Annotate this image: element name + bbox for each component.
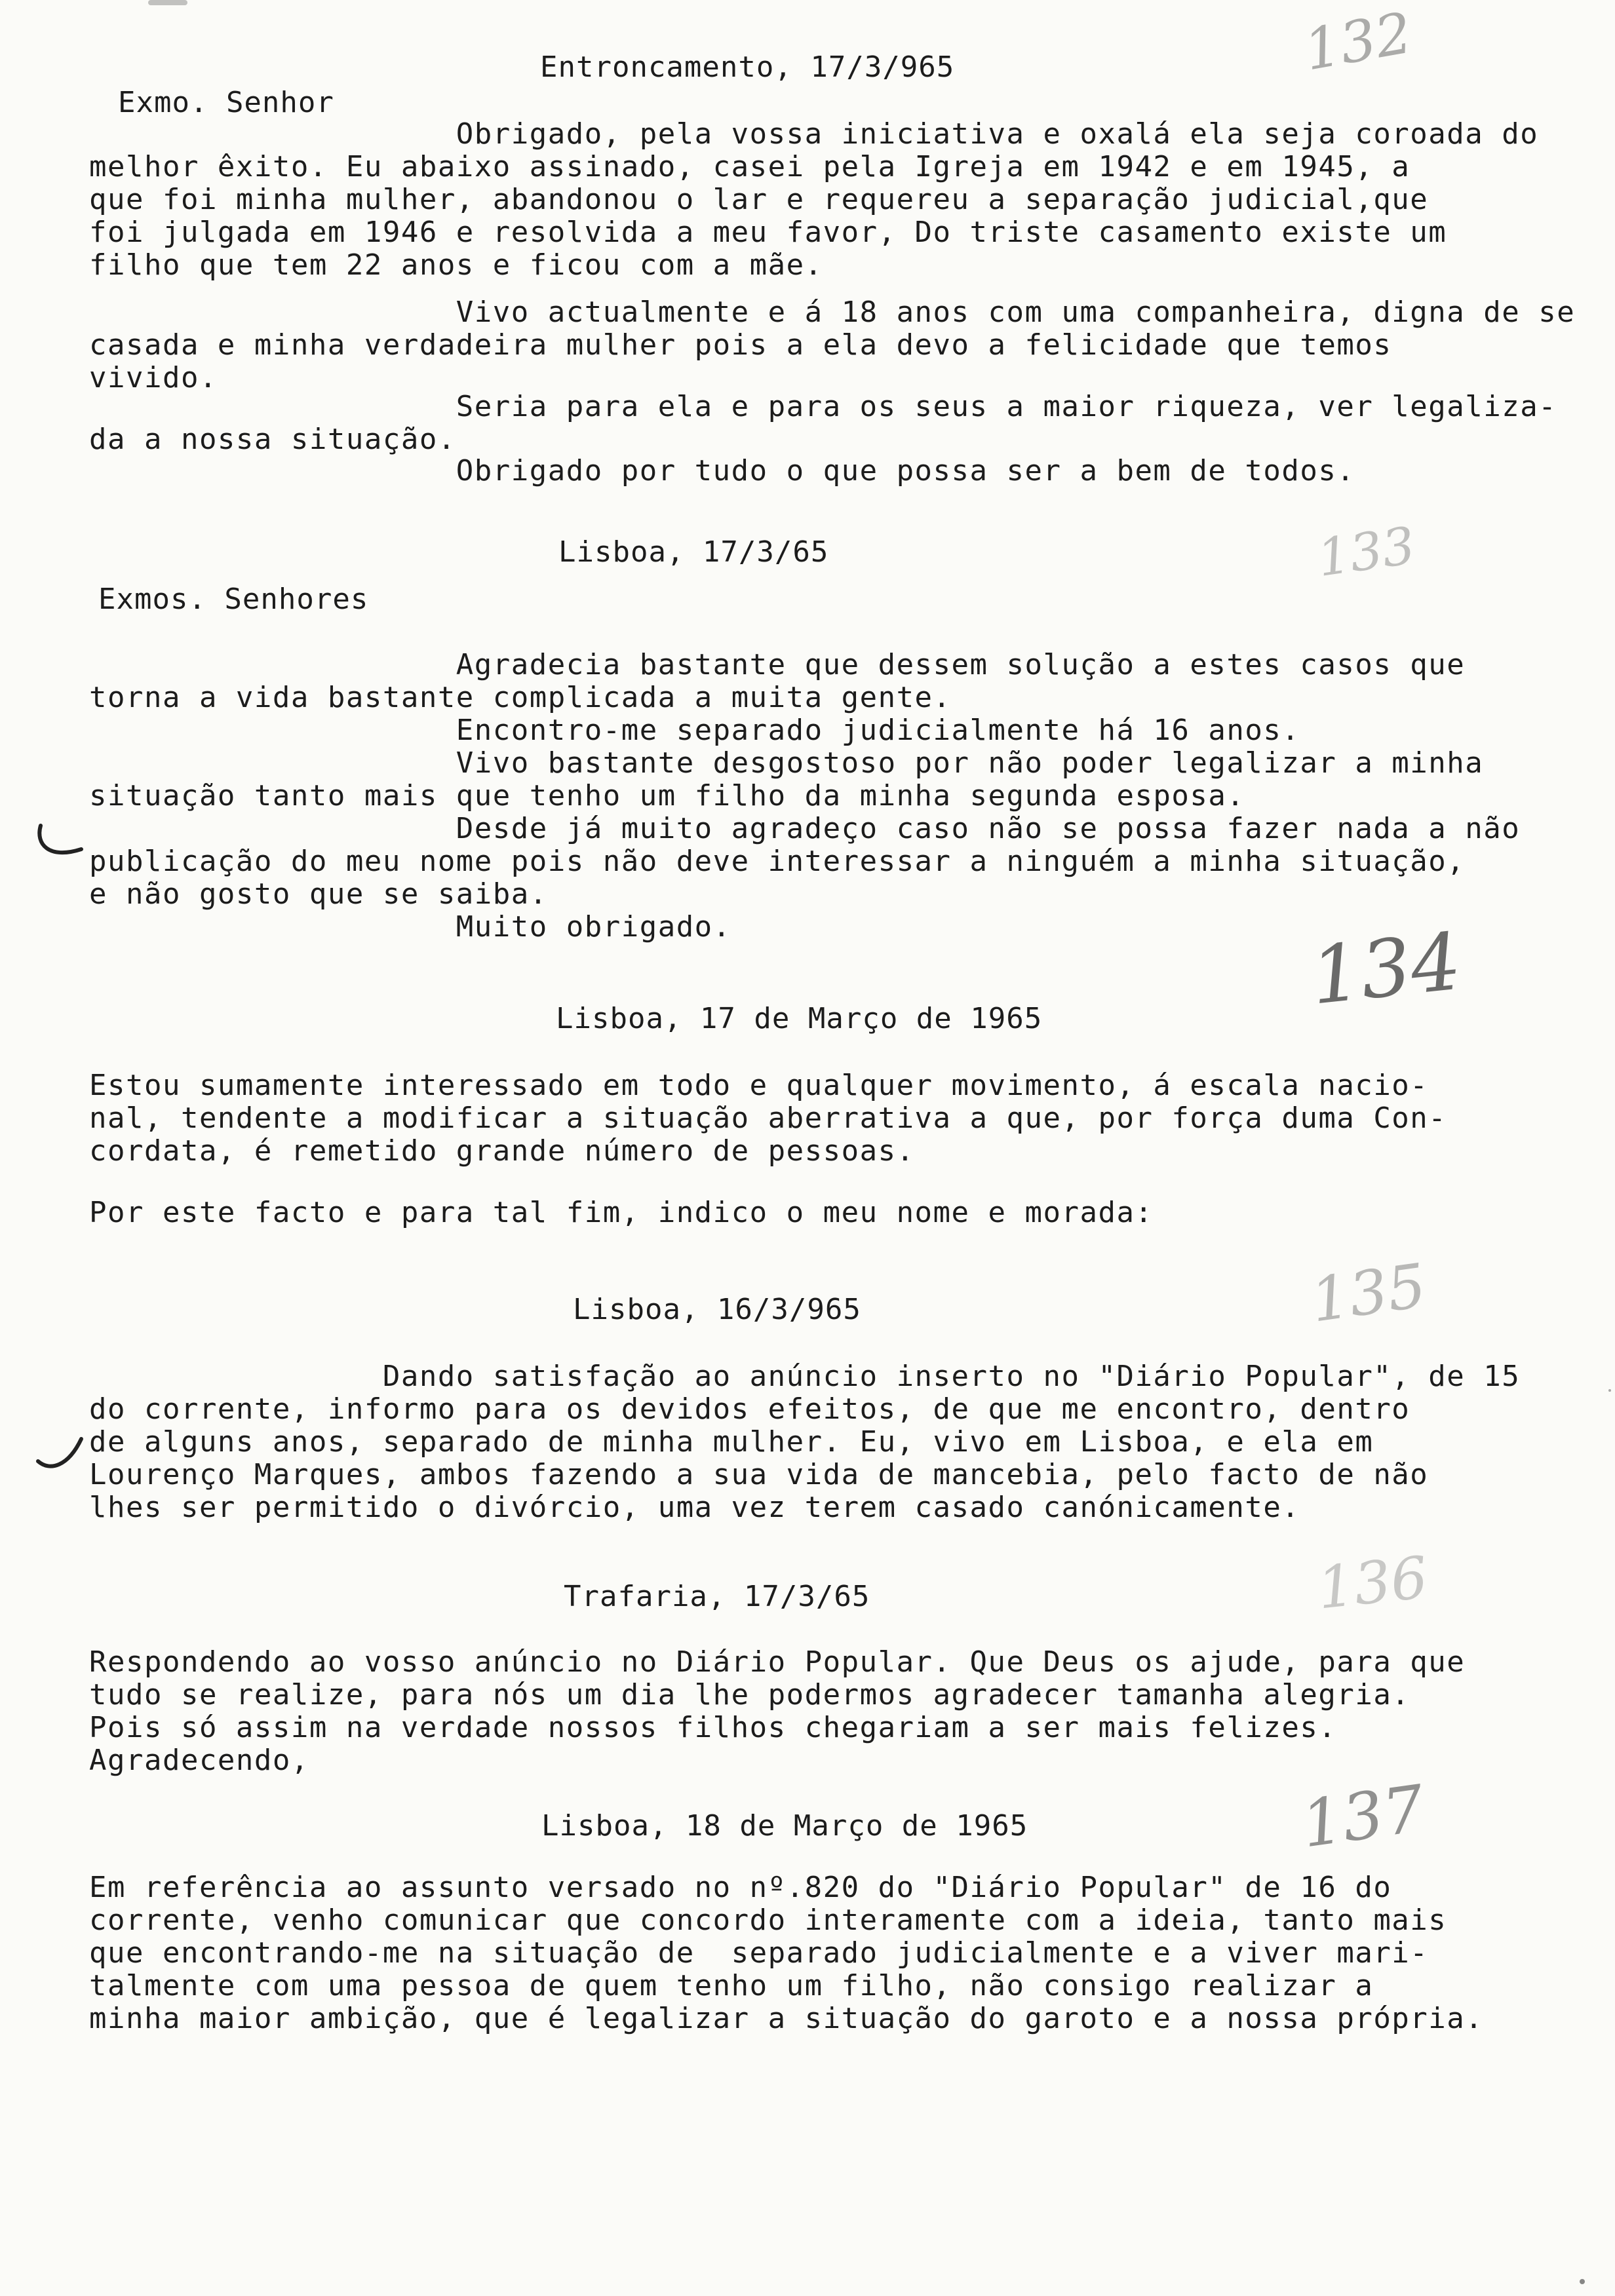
letter-dateline: Entroncamento, 17/3/965 xyxy=(540,50,955,84)
text-line: foi julgada em 1946 e resolvida a meu favor, Do triste casamento existe um xyxy=(89,216,1447,249)
text-line: do corrente, informo para os devidos efeitos, de que me encontro, dentro xyxy=(89,1392,1411,1426)
letter-paragraph xyxy=(89,649,1465,714)
scan-speck xyxy=(1580,2279,1585,2284)
text-line: e não gosto que se saiba. xyxy=(89,877,548,911)
text-line: Encontro-me separado judicialmente há 16 anos. xyxy=(89,714,1300,747)
scan-speck xyxy=(1608,1389,1611,1392)
letter-salutation: Exmos. Senhores xyxy=(98,583,369,616)
text-line: Estou sumamente interessado em todo e qualquer movimento, á escala nacio- xyxy=(89,1069,1429,1102)
text-line: Dando satisfação ao anúncio inserto no "Diário Popular", de 15 xyxy=(89,1360,1521,1393)
text-line: Respondendo ao vosso anúncio no Diário Popular. Que Deus os ajude, para que xyxy=(89,1645,1466,1679)
text-line: casada e minha verdadeira mulher pois a ela devo a felicidade que temos xyxy=(89,328,1392,362)
text-line: Agradecendo, xyxy=(89,1744,309,1777)
text-line: cordata, é remetido grande número de pessoas. xyxy=(89,1134,915,1168)
text-line: situação tanto mais que tenho um filho da minha segunda esposa. xyxy=(89,779,1245,813)
letter-paragraph xyxy=(89,747,1483,813)
text-line: melhor êxito. Eu abaixo assinado, casei pela Igreja em 1942 e em 1945, a xyxy=(89,150,1411,183)
text-line: vivido. xyxy=(89,361,218,394)
text-line: nal, tendente a modificar a situação aberrativa a que, por força duma Con- xyxy=(89,1101,1447,1135)
letter-paragraph xyxy=(89,391,1557,456)
letter-paragraph xyxy=(89,1069,1447,1168)
text-line: Muito obrigado. xyxy=(89,910,731,944)
letter-dateline: Lisboa, 18 de Março de 1965 xyxy=(541,1809,1028,1843)
letter-paragraph xyxy=(89,1646,1465,1777)
letter-salutation: Exmo. Senhor xyxy=(118,86,334,119)
letter-paragraph xyxy=(89,813,1520,911)
letter-paragraph xyxy=(89,296,1575,394)
text-line: tudo se realize, para nós um dia lhe podermos agradecer tamanha alegria. xyxy=(89,1678,1411,1712)
text-line: da a nossa situação. xyxy=(89,423,456,456)
scan-speck xyxy=(148,0,187,5)
margin-number-137: 137 xyxy=(1296,1771,1430,1863)
letter-paragraph xyxy=(89,1360,1520,1524)
text-line: que encontrando-me na situação de separado judicialmente e a viver mari- xyxy=(89,1936,1429,1970)
text-line: Lourenço Marques, ambos fazendo a sua vida de mancebia, pelo facto de não xyxy=(89,1458,1429,1491)
letter-dateline: Lisboa, 16/3/965 xyxy=(573,1293,861,1326)
text-line: corrente, venho comunicar que concordo interamente com a ideia, tanto mais xyxy=(89,1904,1447,1937)
margin-number-135: 135 xyxy=(1306,1250,1431,1336)
margin-hook-mark-icon xyxy=(30,1432,89,1485)
margin-number-132: 132 xyxy=(1299,0,1417,84)
text-line: Obrigado por tudo o que possa ser a bem de todos. xyxy=(89,454,1355,488)
text-line: lhes ser permitido o divórcio, uma vez terem casado canónicamente. xyxy=(89,1491,1300,1524)
text-line: torna a vida bastante complicada a muita gente. xyxy=(89,681,952,714)
text-line: de alguns anos, separado de minha mulher. Eu, vivo em Lisboa, e ela em xyxy=(89,1425,1374,1459)
letter-paragraph xyxy=(89,1871,1483,2035)
text-line: Vivo actualmente e á 18 anos com uma companheira, digna de se xyxy=(89,296,1576,329)
letter-dateline: Lisboa, 17/3/65 xyxy=(558,535,829,569)
letter-paragraph xyxy=(89,911,731,944)
text-line: filho que tem 22 anos e ficou com a mãe. xyxy=(89,248,823,282)
margin-hook-mark-icon xyxy=(34,822,89,874)
text-line: Vivo bastante desgostoso por não poder legalizar a minha xyxy=(89,746,1484,780)
text-line: Em referência ao assunto versado no nº.820 do "Diário Popular" de 16 do xyxy=(89,1871,1392,1904)
text-line: Pois só assim na verdade nossos filhos chegariam a ser mais felizes. xyxy=(89,1711,1337,1744)
text-line: Por este facto e para tal fim, indico o meu nome e morada: xyxy=(89,1196,1154,1229)
margin-number-134: 134 xyxy=(1306,916,1466,1023)
text-line: que foi minha mulher, abandonou o lar e requereu a separação judicial,que xyxy=(89,183,1429,216)
letter-paragraph xyxy=(89,714,1300,747)
letter-dateline: Trafaria, 17/3/65 xyxy=(564,1580,870,1613)
text-line: minha maior ambição, que é legalizar a situação do garoto e a nossa própria. xyxy=(89,2002,1484,2035)
text-line: Seria para ela e para os seus a maior riqueza, ver legaliza- xyxy=(89,390,1557,423)
text-line: Obrigado, pela vossa iniciativa e oxalá ela seja coroada do xyxy=(89,117,1539,151)
margin-number-136: 136 xyxy=(1314,1543,1431,1622)
text-line: publicação do meu nome pois não deve interessar a ninguém a minha situação, xyxy=(89,845,1466,878)
letter-paragraph xyxy=(89,1196,1153,1229)
letter-dateline: Lisboa, 17 de Março de 1965 xyxy=(556,1002,1043,1035)
letter-paragraph xyxy=(89,455,1355,488)
letter-paragraph xyxy=(89,118,1538,282)
margin-number-133: 133 xyxy=(1313,516,1419,588)
text-line: Agradecia bastante que dessem solução a estes casos que xyxy=(89,648,1466,681)
text-line: talmente com uma pessoa de quem tenho um filho, não consigo realizar a xyxy=(89,1969,1374,2002)
text-line: Desde já muito agradeço caso não se possa fazer nada a não xyxy=(89,812,1521,845)
